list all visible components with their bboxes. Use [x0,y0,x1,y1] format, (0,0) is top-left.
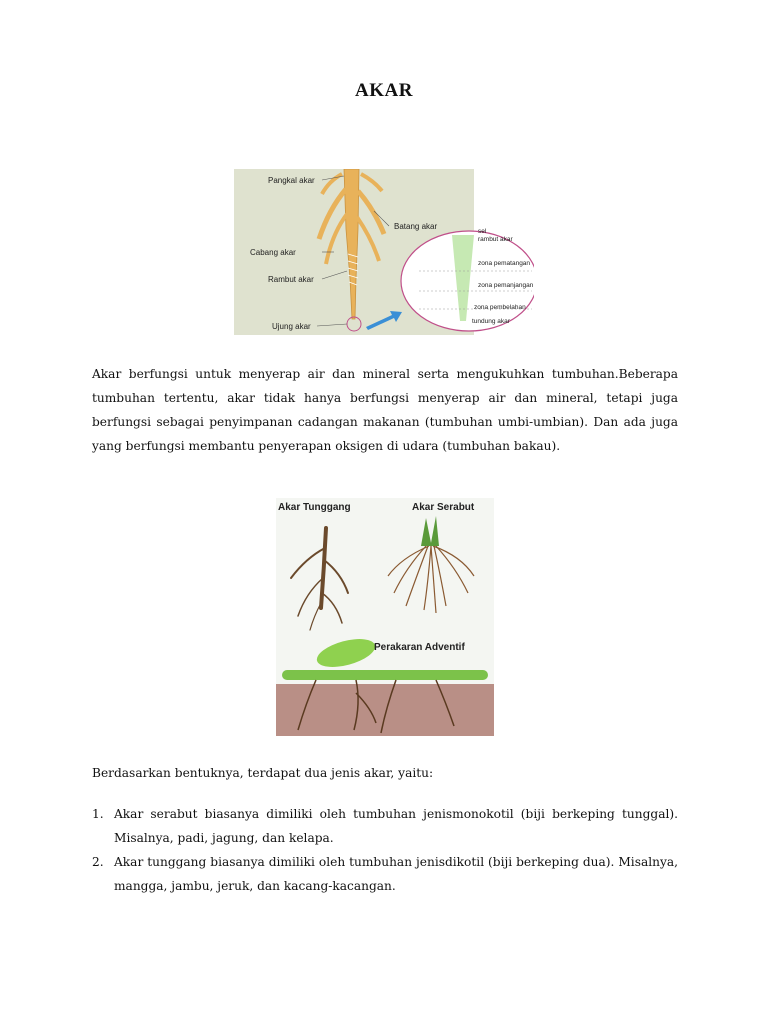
label-zona-pembelahan: zona pembelahan [474,304,526,311]
page-title: AKAR [355,80,413,101]
label-pangkal-akar: Pangkal akar [268,176,315,185]
label-cabang-akar: Cabang akar [250,248,296,257]
label-rambut-sel: rambut akar [478,236,513,243]
label-akar-serabut: Akar Serabut [412,502,475,513]
list-item [92,850,678,898]
label-tudung-akar: tundung akar [472,318,510,325]
label-zona-pemanjangan: zona pemanjangan [478,282,534,289]
list-text: Akar serabut biasanya dimiliki oleh tumbuhan jenismonokotil (biji berkeping tunggal). Misalnya, padi, jagung, dan kelapa. [114,807,678,845]
label-ujung-akar: Ujung akar [272,322,311,331]
list-item [92,802,678,850]
label-perakaran-adventif: Perakaran Adventif [374,642,465,653]
list-text: Akar tunggang biasanya dimiliki oleh tumbuhan jenisdikotil (biji berkeping dua). Misalnya, mangga, jambu, jeruk, dan kacang-kacangan. [114,855,678,893]
list-intro: Berdasarkan bentuknya, terdapat dua jenis akar, yaitu: [92,766,434,780]
label-rambut-akar: Rambut akar [268,275,314,284]
label-zona-pematangan: zona pematangan [478,260,531,267]
paragraph-function: Akar berfungsi untuk menyerap air dan mineral serta mengukuhkan tumbuhan.Beberapa tumbuhan tertentu, akar tidak hanya berfungsi menyerap air dan mineral, tetapi juga berfungsi sebagai penyimpanan cadangan makanan (tumbuhan umbi-umbian). Dan ada juga yang berfungsi membantu penyerapan oksigen di udara (tumbuhan bakau). [92,367,678,453]
label-sel: sel [478,228,487,235]
list-number: 2. [92,855,104,869]
root-types-figure [276,498,494,736]
root-types-list [92,802,678,898]
root-structure-figure [234,169,534,335]
list-number: 1. [92,807,104,821]
label-akar-tunggang: Akar Tunggang [278,502,351,513]
label-batang-akar: Batang akar [394,222,438,231]
